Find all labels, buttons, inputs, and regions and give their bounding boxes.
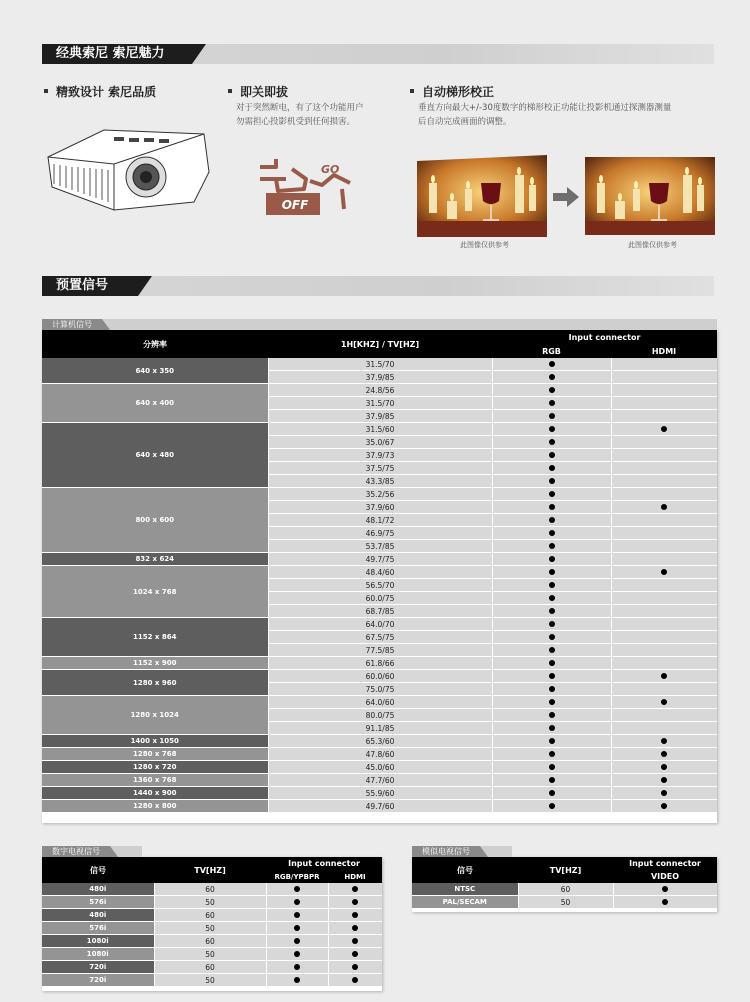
hdmi-cell [328,922,382,935]
table-row [42,566,717,579]
hdmi-cell [611,683,717,696]
hdmi-cell [611,540,717,553]
rgb-cell [492,397,611,410]
supported-dot-icon [549,608,555,614]
frequency-cell: 24.8/56 [268,384,492,397]
table-row [42,961,382,974]
digital-tv-signal-panel [42,847,382,991]
rgb-cell [492,592,611,605]
supported-dot-icon [661,699,667,705]
off-label: OFF [281,198,309,212]
supported-dot-icon [549,686,555,692]
hdmi-cell [611,553,717,566]
hdmi-cell [611,735,717,748]
rgb-cell [492,670,611,683]
digital-tv-signal-tab: 数字电视信号 [42,846,110,857]
hdmi-cell [611,709,717,722]
hdmi-cell [611,566,717,579]
feature-title-instant-off: 即关即拔 [228,83,288,100]
frequency-cell: 75.0/75 [268,683,492,696]
supported-dot-icon [352,886,358,892]
input-connector-header: Input connector [266,857,382,870]
analog-tv-signal-table [412,857,717,909]
supported-dot-icon [549,517,555,523]
supported-dot-icon [549,738,555,744]
hdmi-header: HDMI [611,344,717,358]
supported-dot-icon [352,938,358,944]
table-row [42,909,382,922]
table-row [42,935,382,948]
section-header-bar [42,276,714,296]
signal-cell: PAL/SECAM [412,896,518,909]
supported-dot-icon [352,964,358,970]
supported-dot-icon [549,478,555,484]
rgb-cell [492,371,611,384]
rgb-ypbpr-cell [266,961,328,974]
hdmi-cell [328,883,382,896]
rgb-cell [492,800,611,813]
bullet-icon [410,89,414,93]
hdmi-cell [328,961,382,974]
supported-dot-icon [661,751,667,757]
resolution-cell: 1400 x 1050 [42,735,268,748]
supported-dot-icon [661,673,667,679]
arrow-right-icon [553,187,579,207]
supported-dot-icon [549,725,555,731]
hdmi-cell [611,371,717,384]
supported-dot-icon [549,504,555,510]
rgb-ypbpr-cell [266,935,328,948]
supported-dot-icon [661,790,667,796]
rgb-cell [492,488,611,501]
supported-dot-icon [294,951,300,957]
rgb-header: RGB [492,344,611,358]
rgb-cell [492,787,611,800]
rgb-cell [492,514,611,527]
hdmi-cell [328,909,382,922]
hdmi-cell [611,436,717,449]
table-row [42,922,382,935]
frequency-cell: 60.0/75 [268,592,492,605]
image-caption-after: 此图像仅供参考 [628,241,677,249]
supported-dot-icon [549,569,555,575]
table-row [42,974,382,987]
resolution-cell: 1280 x 768 [42,748,268,761]
frequency-cell: 35.2/56 [268,488,492,501]
rgb-cell [492,501,611,514]
computer-signal-tab: 计算机信号 [42,319,102,330]
tv-hz-cell: 60 [154,935,266,948]
frequency-header: 1H[KHZ] / TV[HZ] [268,330,492,358]
table-row [42,896,382,909]
table-row [412,896,717,909]
rgb-cell [492,644,611,657]
resolution-cell: 1152 x 864 [42,618,268,657]
table-row [42,657,717,670]
resolution-header: 分辨率 [42,330,268,358]
rgb-cell [492,657,611,670]
signal-cell: 1080i [42,935,154,948]
frequency-cell: 37.9/60 [268,501,492,514]
frequency-cell: 31.5/70 [268,397,492,410]
supported-dot-icon [662,899,668,905]
rgb-cell [492,735,611,748]
hdmi-cell [611,475,717,488]
table-row [42,488,717,501]
supported-dot-icon [549,621,555,627]
rgb-ypbpr-cell [266,883,328,896]
supported-dot-icon [294,938,300,944]
table-row [42,883,382,896]
rgb-ypbpr-cell [266,909,328,922]
supported-dot-icon [661,426,667,432]
rgb-cell [492,696,611,709]
supported-dot-icon [549,400,555,406]
supported-dot-icon [549,426,555,432]
signal-cell: 480i [42,909,154,922]
frequency-cell: 53.7/85 [268,540,492,553]
tv-hz-cell: 50 [154,974,266,987]
supported-dot-icon [294,886,300,892]
supported-dot-icon [549,595,555,601]
supported-dot-icon [549,790,555,796]
tv-hz-cell: 50 [154,922,266,935]
hdmi-cell [611,514,717,527]
hdmi-cell [611,488,717,501]
frequency-cell: 61.8/66 [268,657,492,670]
table-row [42,358,717,371]
supported-dot-icon [549,634,555,640]
supported-dot-icon [352,899,358,905]
rgb-cell [492,449,611,462]
computer-signal-table [42,330,717,813]
hdmi-cell [611,644,717,657]
resolution-cell: 1280 x 720 [42,761,268,774]
supported-dot-icon [661,738,667,744]
supported-dot-icon [294,912,300,918]
resolution-cell: 800 x 600 [42,488,268,553]
frequency-cell: 67.5/75 [268,631,492,644]
supported-dot-icon [549,491,555,497]
frequency-cell: 77.5/85 [268,644,492,657]
video-cell [613,896,717,909]
signal-cell: 720i [42,974,154,987]
rgb-cell [492,462,611,475]
frequency-cell: 37.9/73 [268,449,492,462]
supported-dot-icon [294,899,300,905]
supported-dot-icon [549,374,555,380]
rgb-cell [492,540,611,553]
rgb-cell [492,475,611,488]
resolution-cell: 640 x 480 [42,423,268,488]
table-row [42,696,717,709]
rgb-cell [492,683,611,696]
supported-dot-icon [549,803,555,809]
frequency-cell: 31.5/60 [268,423,492,436]
supported-dot-icon [661,504,667,510]
table-row [42,423,717,436]
hdmi-cell [611,410,717,423]
frequency-cell: 37.9/85 [268,371,492,384]
frequency-cell: 45.0/60 [268,761,492,774]
frequency-cell: 31.5/70 [268,358,492,371]
rgb-cell [492,605,611,618]
frequency-cell: 68.7/85 [268,605,492,618]
supported-dot-icon [294,925,300,931]
frequency-cell: 91.1/85 [268,722,492,735]
hdmi-cell [611,527,717,540]
tv-hz-cell: 60 [154,909,266,922]
tv-hz-cell: 60 [154,961,266,974]
tv-hz-cell: 50 [518,896,613,909]
hdmi-cell [611,384,717,397]
rgb-cell [492,748,611,761]
signal-header: 信号 [412,857,518,883]
frequency-cell: 64.0/70 [268,618,492,631]
frequency-cell: 64.0/60 [268,696,492,709]
frequency-cell: 48.1/72 [268,514,492,527]
frequency-cell: 49.7/75 [268,553,492,566]
supported-dot-icon [549,751,555,757]
section-title: 经典索尼 索尼魅力 [42,44,192,64]
rgb-ypbpr-cell [266,896,328,909]
analog-tv-signal-tab: 模似电视信号 [412,846,480,857]
hdmi-cell [611,631,717,644]
hdmi-cell [611,501,717,514]
go-label: GO [321,163,340,176]
section-header-bar [42,44,714,64]
hdmi-cell [611,423,717,436]
tv-hz-cell: 50 [154,896,266,909]
rgb-cell [492,566,611,579]
hdmi-cell [611,579,717,592]
frequency-cell: 60.0/60 [268,670,492,683]
frequency-cell: 80.0/75 [268,709,492,722]
input-connector-header: Input connector [613,857,717,870]
signal-cell: 576i [42,922,154,935]
resolution-cell: 1440 x 900 [42,787,268,800]
signal-cell: 480i [42,883,154,896]
video-header: VIDEO [613,870,717,883]
hdmi-cell [328,974,382,987]
frequency-cell: 37.9/85 [268,410,492,423]
supported-dot-icon [662,886,668,892]
hdmi-cell [611,657,717,670]
tv-hz-cell: 60 [154,883,266,896]
resolution-cell: 640 x 400 [42,384,268,423]
supported-dot-icon [352,977,358,983]
resolution-cell: 1280 x 960 [42,670,268,696]
frequency-cell: 43.3/85 [268,475,492,488]
supported-dot-icon [294,977,300,983]
table-row [42,670,717,683]
frequency-cell: 65.3/60 [268,735,492,748]
hdmi-cell [611,358,717,371]
supported-dot-icon [549,582,555,588]
tv-hz-header: TV[HZ] [154,857,266,883]
rgb-ypbpr-header: RGB/YPBPR [266,870,328,883]
resolution-cell: 1280 x 800 [42,800,268,813]
image-caption-before: 此图像仅供参考 [460,241,509,249]
rgb-cell [492,631,611,644]
supported-dot-icon [352,951,358,957]
digital-tv-signal-table [42,857,382,987]
supported-dot-icon [549,712,555,718]
projector-illustration [44,112,214,217]
video-cell [613,883,717,896]
frequency-cell: 55.9/60 [268,787,492,800]
hdmi-cell [611,618,717,631]
feature-desc-keystone: 垂直方向最大+/-30度数字的梯形校正功能让投影机通过探测器测量 后自动完成画面的调整。 [418,103,672,127]
hdmi-cell [611,449,717,462]
hdmi-cell [611,592,717,605]
supported-dot-icon [549,647,555,653]
frequency-cell: 47.7/60 [268,774,492,787]
frequency-cell: 47.8/60 [268,748,492,761]
rgb-ypbpr-cell [266,922,328,935]
tv-hz-cell: 50 [154,948,266,961]
signal-cell: 720i [42,961,154,974]
rgb-cell [492,436,611,449]
hdmi-cell [611,462,717,475]
rgb-cell [492,527,611,540]
rgb-cell [492,761,611,774]
table-row [42,787,717,800]
hdmi-cell [611,748,717,761]
rgb-cell [492,423,611,436]
hdmi-cell [611,696,717,709]
feature-title-design: 精致设计 索尼品质 [44,83,156,100]
table-row [42,748,717,761]
signal-cell: 576i [42,896,154,909]
supported-dot-icon [352,925,358,931]
hdmi-cell [328,948,382,961]
supported-dot-icon [549,673,555,679]
table-row [42,948,382,961]
frequency-cell: 56.5/70 [268,579,492,592]
hdmi-cell [611,800,717,813]
supported-dot-icon [549,465,555,471]
rgb-cell [492,579,611,592]
supported-dot-icon [549,543,555,549]
table-row [42,384,717,397]
frequency-cell: 35.0/67 [268,436,492,449]
rgb-cell [492,709,611,722]
supported-dot-icon [549,660,555,666]
hdmi-cell [611,605,717,618]
hdmi-cell [611,761,717,774]
rgb-ypbpr-cell [266,974,328,987]
hdmi-cell [611,787,717,800]
tv-hz-header: TV[HZ] [518,857,613,883]
supported-dot-icon [549,699,555,705]
keystone-before-image [417,155,547,237]
input-connector-header: Input connector [492,330,717,344]
hdmi-cell [611,670,717,683]
table-row [42,761,717,774]
rgb-cell [492,410,611,423]
rgb-cell [492,384,611,397]
hdmi-header: HDMI [328,870,382,883]
supported-dot-icon [661,569,667,575]
signal-cell: 1080i [42,948,154,961]
bullet-icon [44,89,48,93]
computer-signal-panel [42,320,717,823]
section-title: 预置信号 [42,276,138,296]
resolution-cell: 640 x 350 [42,358,268,384]
supported-dot-icon [352,912,358,918]
frequency-cell: 49.7/60 [268,800,492,813]
resolution-cell: 1024 x 768 [42,566,268,618]
resolution-cell: 1280 x 1024 [42,696,268,735]
frequency-cell: 46.9/75 [268,527,492,540]
table-row [42,553,717,566]
table-row [412,883,717,896]
hdmi-cell [611,722,717,735]
resolution-cell: 832 x 624 [42,553,268,566]
supported-dot-icon [661,764,667,770]
analog-tv-signal-panel [412,847,717,912]
tab-strip [42,319,717,330]
supported-dot-icon [549,439,555,445]
supported-dot-icon [549,530,555,536]
table-row [42,800,717,813]
signal-cell: NTSC [412,883,518,896]
tv-hz-cell: 60 [518,883,613,896]
supported-dot-icon [549,452,555,458]
table-row [42,618,717,631]
supported-dot-icon [549,413,555,419]
feature-title-keystone: 自动梯形校正 [410,83,494,100]
hdmi-cell [611,397,717,410]
rgb-cell [492,722,611,735]
frequency-cell: 37.5/75 [268,462,492,475]
hdmi-cell [328,896,382,909]
supported-dot-icon [661,777,667,783]
rgb-ypbpr-cell [266,948,328,961]
table-row [42,774,717,787]
frequency-cell: 48.4/60 [268,566,492,579]
table-row [42,735,717,748]
keystone-after-image [585,157,715,235]
rgb-cell [492,553,611,566]
resolution-cell: 1360 x 768 [42,774,268,787]
supported-dot-icon [549,361,555,367]
supported-dot-icon [549,556,555,562]
supported-dot-icon [549,777,555,783]
rgb-cell [492,774,611,787]
hdmi-cell [611,774,717,787]
supported-dot-icon [294,964,300,970]
supported-dot-icon [661,803,667,809]
bullet-icon [228,89,232,93]
supported-dot-icon [549,764,555,770]
rgb-cell [492,358,611,371]
resolution-cell: 1152 x 900 [42,657,268,670]
supported-dot-icon [549,387,555,393]
feature-desc-instant-off: 对于突然断电，有了这个功能用户 勿需担心投影机受到任何损害。 [236,103,364,127]
hdmi-cell [328,935,382,948]
signal-header: 信号 [42,857,154,883]
rgb-cell [492,618,611,631]
